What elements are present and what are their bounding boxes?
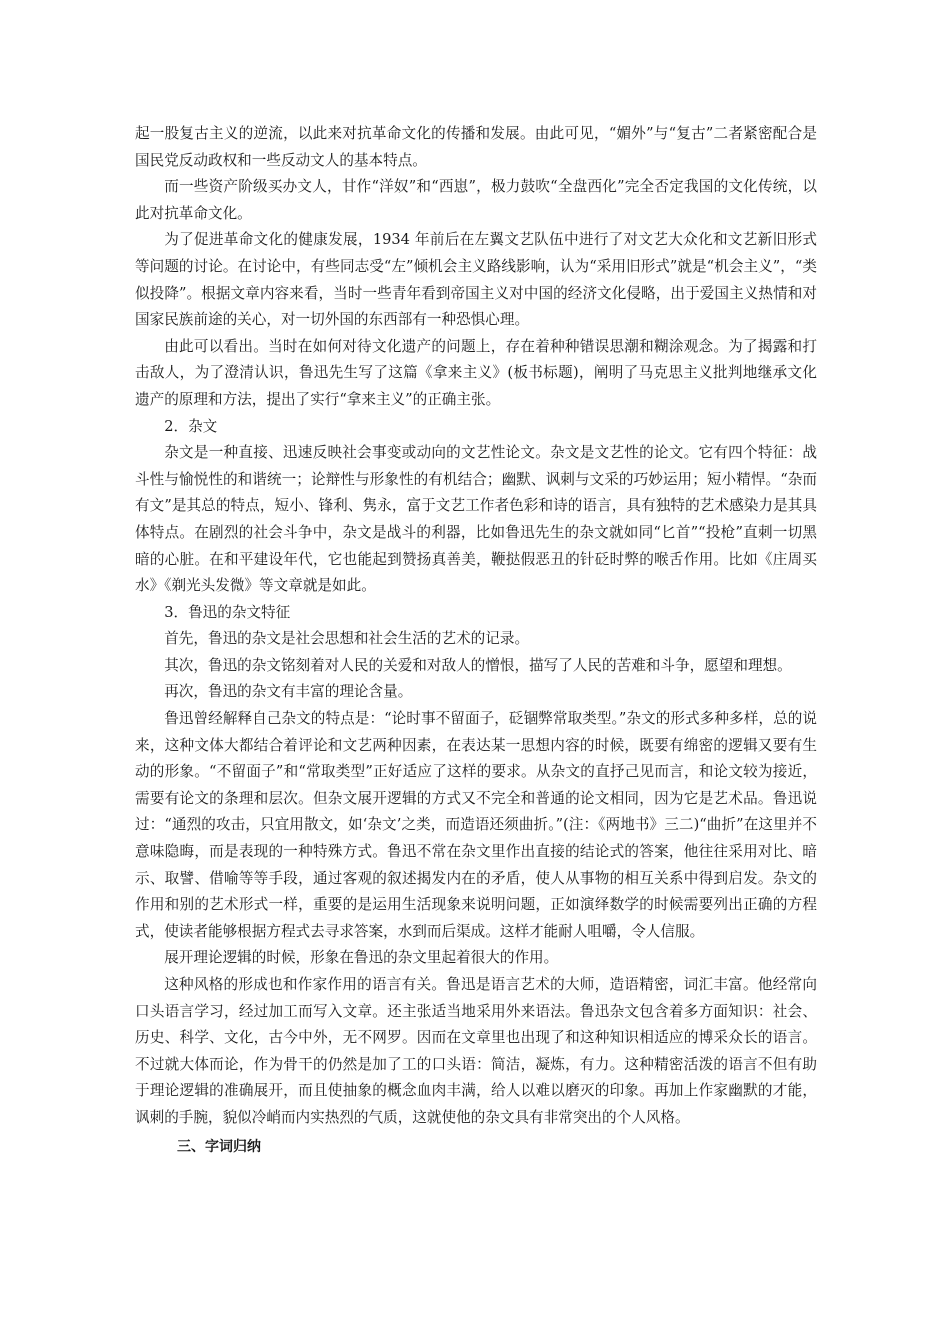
paragraph: 杂文是一种直接、迅速反映社会事变或动向的文艺性论文。杂文是文艺性的论文。它有四个特征：战斗性与愉悦性的和谐统一；论辩性与形象性的有机结合；幽默、讽刺与文采的巧妙运用；短小精悍。“杂而有文”是其总的特点，短小、锋利、隽永，富于文艺工作者色彩和诗的语言，具有独特的艺术感染力是其具体特点。在剧烈的社会斗争中，杂文是战斗的利器，比如鲁迅先生的杂文就如同“匕首”“投枪”直刺一切黑暗的心脏。在和平建设年代，它也能起到赞扬真善美，鞭挞假恶丑的针砭时弊的喉舌作用。比如《庄周买水》《剃光头发微》等文章就是如此。 — [135, 444, 817, 595]
paragraph: 为了促进革命文化的健康发展，1934 年前后在左翼文艺队伍中进行了对文艺大众化和文艺新旧形式等问题的讨论。在讨论中，有些同志受“左”倾机会主义路线影响，认为“采用旧形式”就是“机会主义”，“类似投降”。根据文章内容来看，当时一些青年看到帝国主义对中国的经济文化侵略，出于爱国主义热情和对国家民族前途的关心，对一切外国的东西部有一种恐惧心理。 — [135, 231, 817, 329]
paragraph-continuation: 起一股复古主义的逆流，以此来对抗革命文化的传播和发展。由此可见，“媚外”与“复古”二者紧密配合是国民党反动政权和一些反动文人的基本特点。 — [135, 125, 817, 169]
paragraph: 展开理论逻辑的时候，形象在鲁迅的杂文里起着很大的作用。 — [164, 949, 559, 967]
paragraph: 这种风格的形成也和作家作用的语言有关。鲁迅是语言艺术的大师，造语精密，词汇丰富。他经常向口头语言学习，经过加工而写入文章。还主张适当地采用外来语法。鲁迅杂文包含着多方面知识：社会、历史、科学、文化，古今中外，无不网罗。因而在文章里也出现了和这种知识相适应的博采众长的语言。不过就大体而论，作为骨干的仍然是加了工的口头语：简洁，凝炼，有力。这种精密活泼的语言不但有助于理论逻辑的准确展开，而且使抽象的概念血肉丰满，给人以难以磨灭的印象。再加上作家幽默的才能，讽刺的手腕，貌似冷峭而内实热烈的气质，这就使他的杂文具有非常突出的个人风格。 — [135, 976, 817, 1126]
paragraph: 鲁迅曾经解释自己杂文的特点是：“论时事不留面子，砭锢弊常取类型。”杂文的形式多种多样，总的说来，这种文体大都结合着评论和文艺两种因素，在表达某一思想内容的时候，既要有绵密的逻辑又要有生动的形象。“不留面子”和“常取类型”正好适应了这样的要求。从杂文的直抒己见而言，和论文较为接近，需要有论文的条理和层次。但杂文展开逻辑的方式又不完全和普通的论文相同，因为它是艺术品。鲁迅说过：“通烈的攻击，只宜用散文，如‘杂文’之类，而造语还须曲折。”(注：《两地书》三二)“曲折”在这里并不意味隐晦，而是表现的一种特殊方式。鲁迅不常在杂文里作出直接的结论式的答案，他往往采用对比、暗示、取譬、借喻等等手段，通过客观的叙述揭发内在的矛盾，使人从事物的相互关系中得到启发。杂文的作用和别的艺术形式一样，重要的是运用生活现象来说明问题，正如演绎数学的时候需要列出正确的方程式，使读者能够根据方程式去寻求答案，水到而后渠成。这样才能耐人咀嚼，令人信服。 — [135, 710, 817, 940]
paragraph: 由此可以看出。当时在如何对待文化遗产的问题上，存在着种种错误思潮和糊涂观念。为了揭露和打击敌人，为了澄清认识，鲁迅先生写了这篇《拿来主义》(板书标题)，阐明了马克思主义批判地继承文化遗产的原理和方法，提出了实行“拿来主义”的正确主张。 — [135, 337, 817, 408]
paragraph: 而一些资产阶级买办文人，甘作“洋奴”和“西崽”，极力鼓吹“全盘西化”完全否定我国的文化传统，以此对抗革命文化。 — [135, 178, 817, 222]
paragraph: 再次，鲁迅的杂文有丰富的理论含量。 — [164, 683, 413, 701]
subheading-zawen: 2．杂文 — [164, 417, 218, 435]
subheading-luxun-zawen-features: 3．鲁迅的杂文特征 — [164, 603, 291, 621]
section-heading: 三、字词归纳 — [177, 1138, 261, 1155]
paragraph: 首先，鲁迅的杂文是社会思想和社会生活的艺术的记录。 — [164, 630, 530, 648]
document-body — [135, 121, 817, 1160]
paragraph: 其次，鲁迅的杂文铭刻着对人民的关爱和对敌人的憎恨，描写了人民的苦难和斗争，愿望和理想。 — [164, 656, 792, 674]
